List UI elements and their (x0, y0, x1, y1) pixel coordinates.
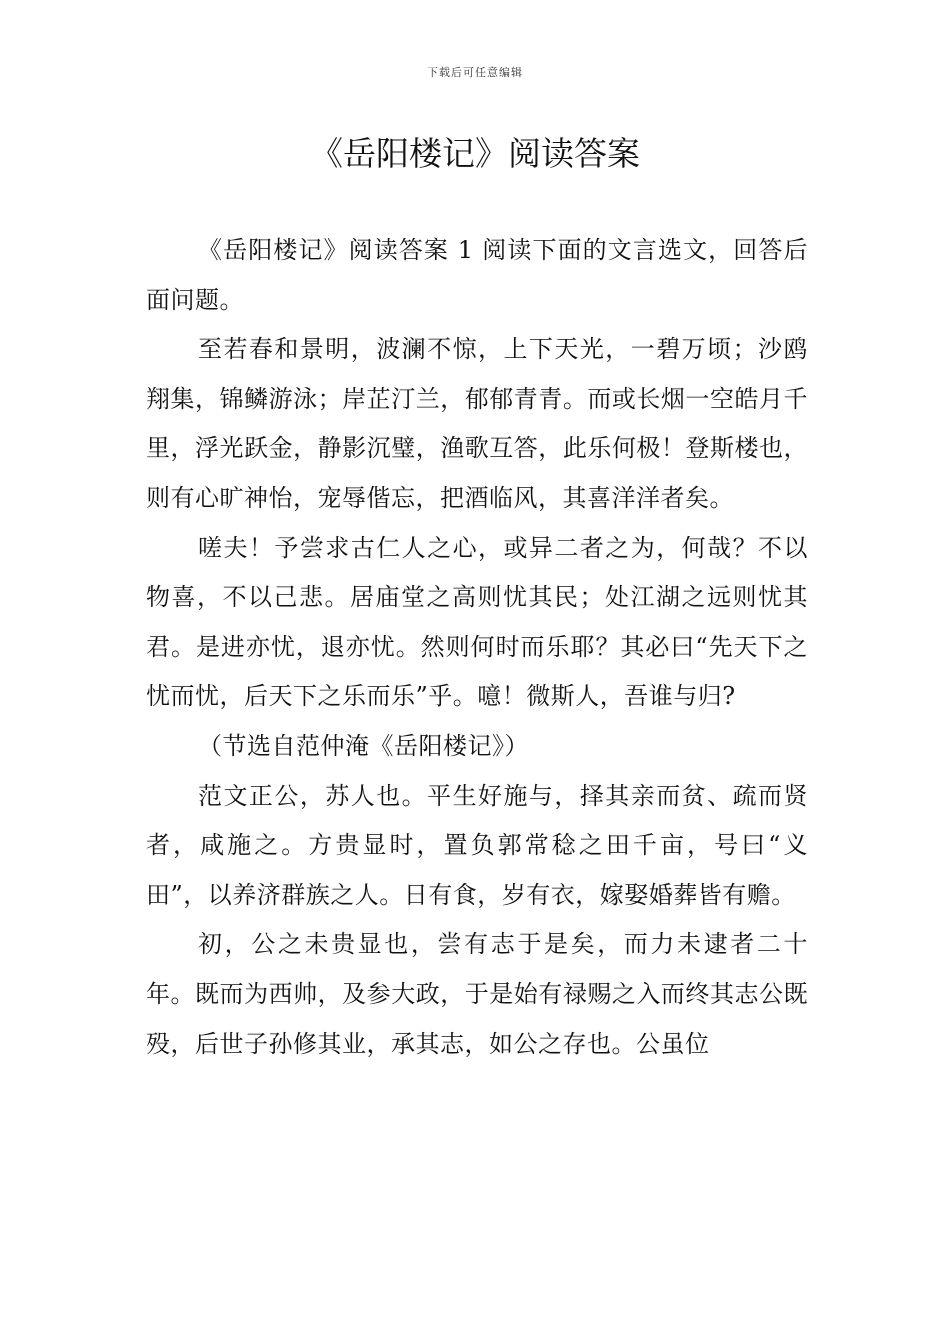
document-title: 《岳阳楼记》阅读答案 (310, 134, 640, 173)
paragraph-spring-scene: 至若春和景明，波澜不惊，上下天光，一碧万顷；沙鸥翔集，锦鳞游泳；岸芷汀兰，郁郁青青。而或长烟一空皓月千里，浮光跃金，静影沉璧，渔歌互答，此乐何极！登斯楼也，则有心旷神怡，宠辱偕忘，把酒临风，其喜洋洋者矣。 (146, 335, 808, 512)
paragraph-early-years: 初，公之未贵显也，尝有志于是矣，而力未逮者二十年。既而为西帅，及参大政，于是始有禄赐之入而终其志公既殁，后世子孙修其业，承其志，如公之存也。公虽位 (146, 930, 808, 1058)
paragraph-lament: 嗟夫！予尝求古仁人之心，或异二者之为，何哉？不以物喜，不以己悲。居庙堂之高则忧其民；处江湖之远则忧其君。是进亦忧，退亦忧。然则何时而乐耶？其必曰“先天下之忧而忧，后天下之乐而乐”乎。噫！微斯人，吾谁与归? (146, 533, 808, 711)
paragraph-source-note: （节选自范仲淹《岳阳楼记》） (198, 731, 529, 760)
paragraph-fan-wenzheng: 范文正公，苏人也。平生好施与，择其亲而贫、疏而贤者，咸施之。方贵显时，置负郭常稔之田千亩，号曰“义田”，以养济群族之人。日有食，岁有衣，嫁娶婚葬皆有赡。 (146, 781, 808, 909)
document-body (146, 226, 808, 1069)
header-note: 下载后可任意编辑 (427, 66, 523, 79)
paragraph-intro: 《岳阳楼记》阅读答案 1 阅读下面的文言选文，回答后面问题。 (146, 236, 808, 314)
